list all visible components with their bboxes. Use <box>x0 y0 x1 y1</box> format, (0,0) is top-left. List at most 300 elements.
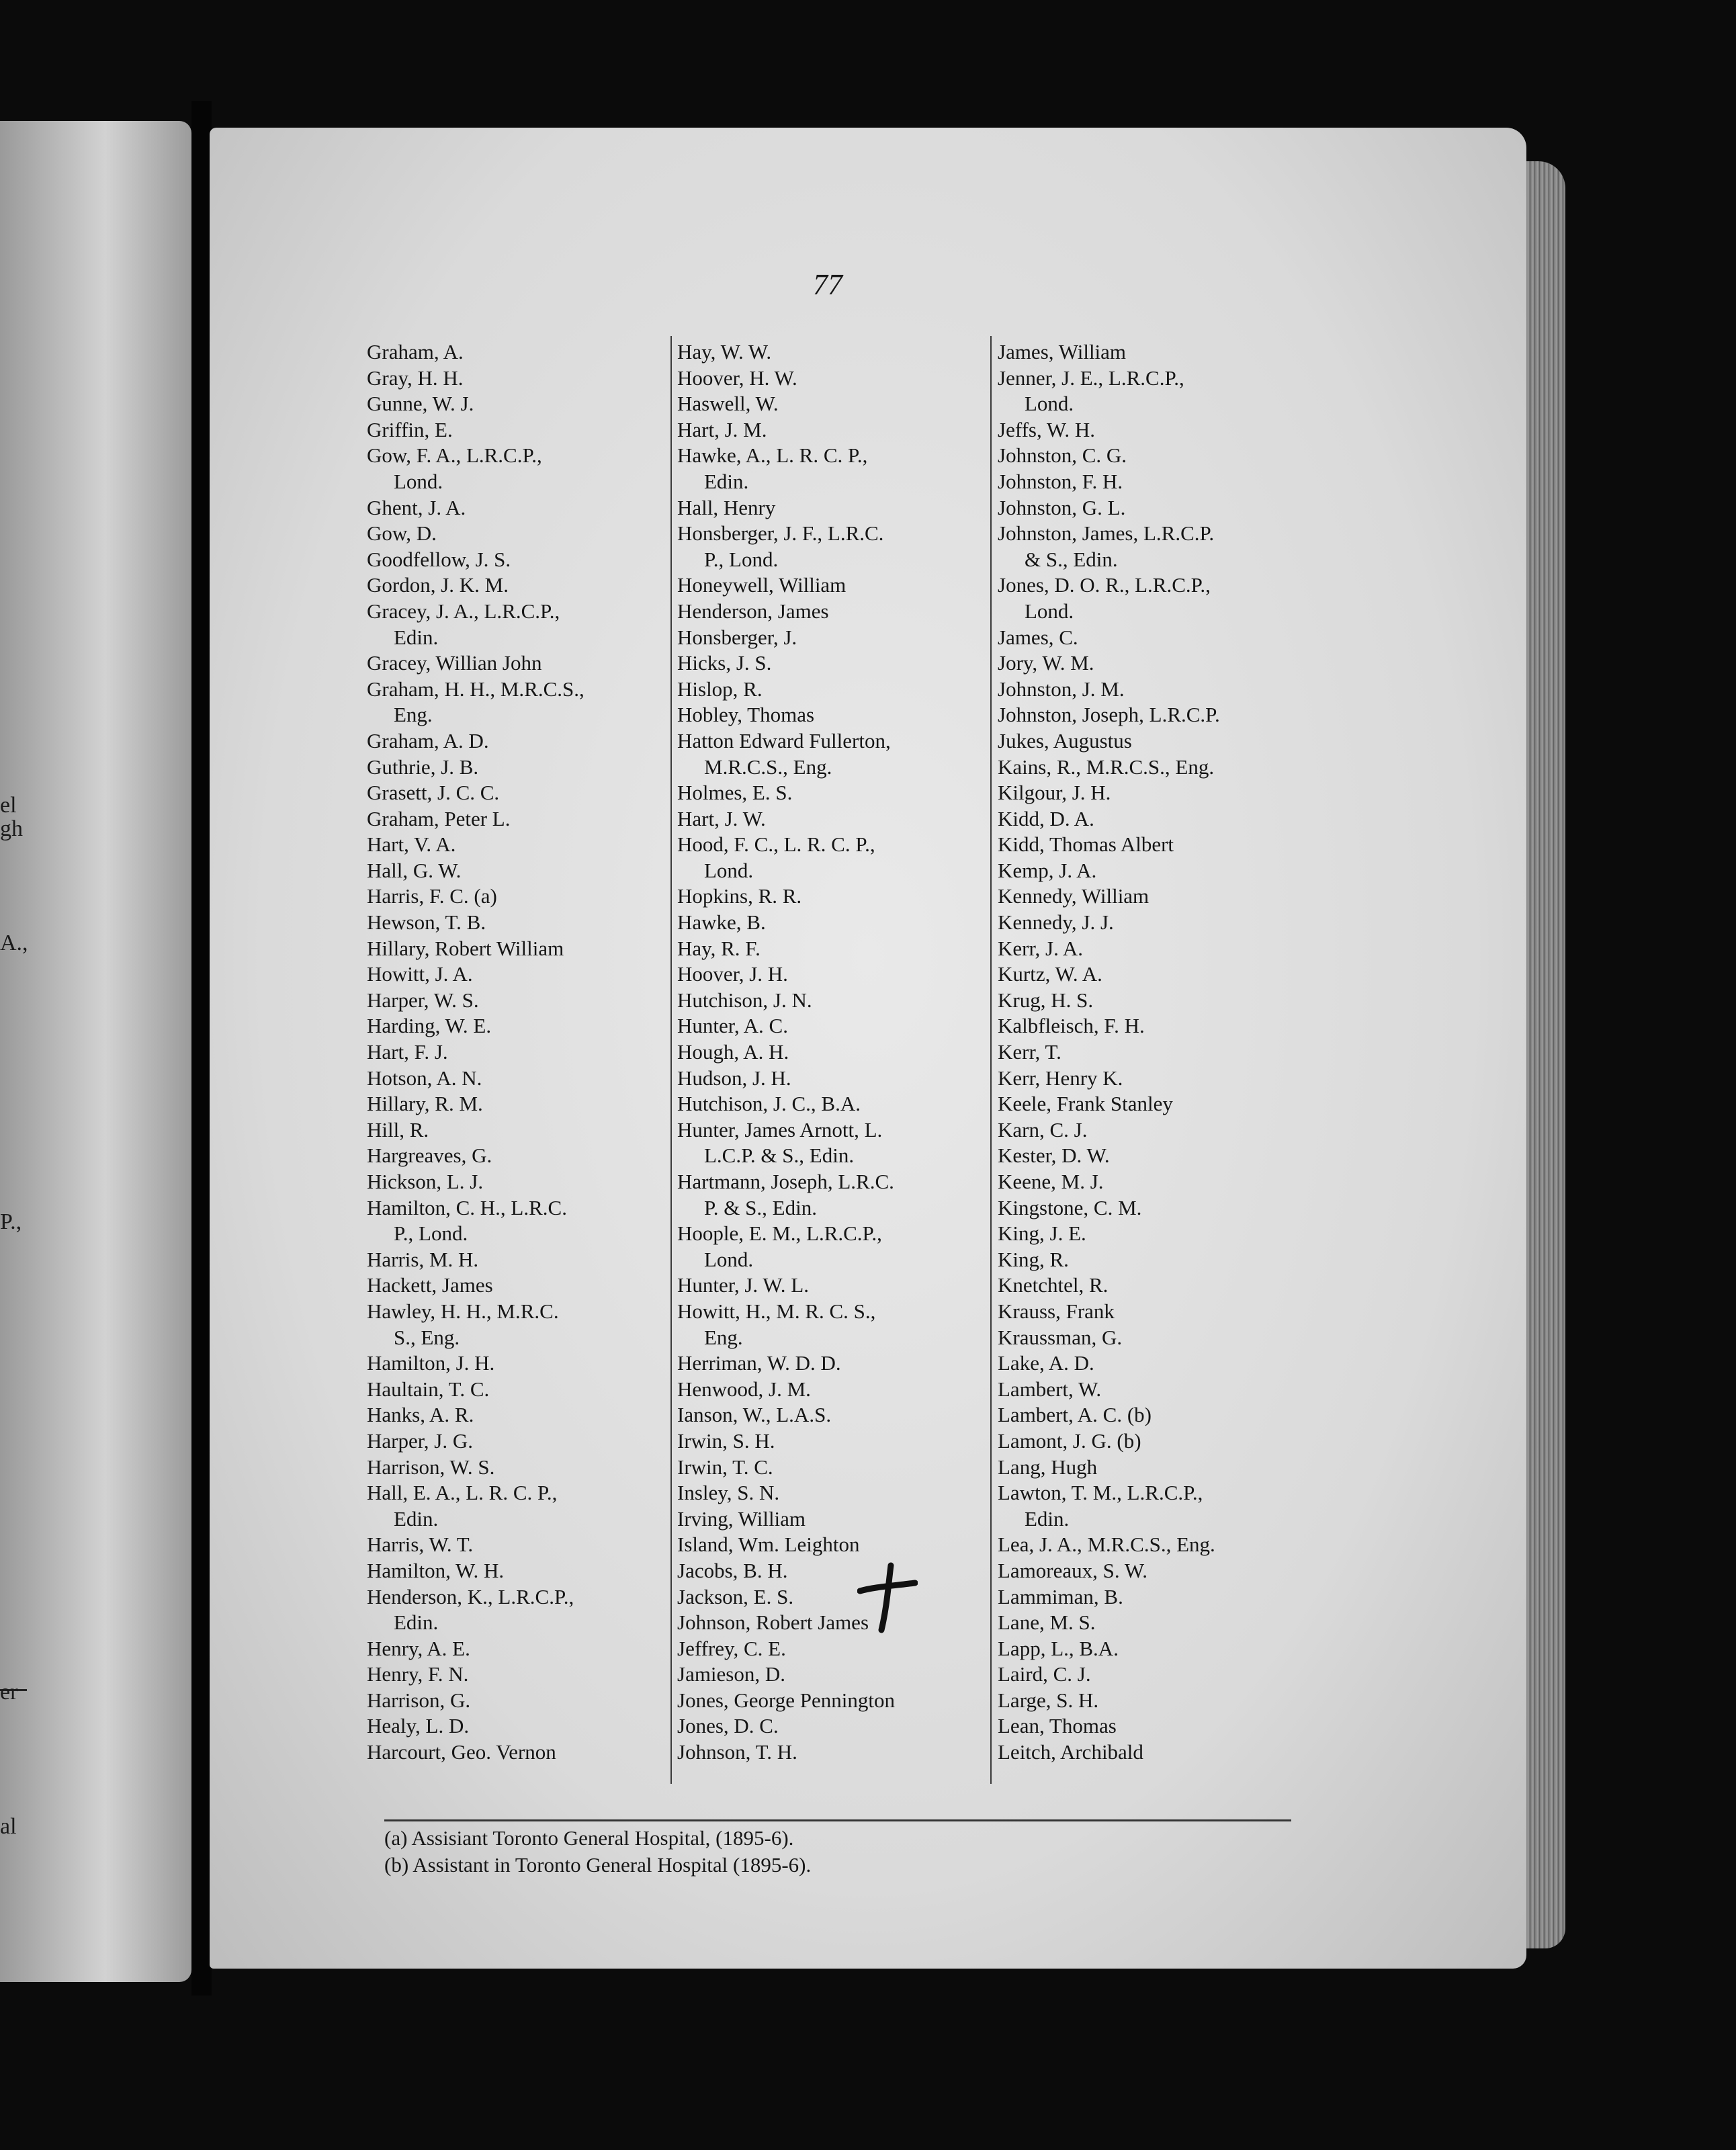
entry-name: Graham, H. H., M.R.C.S., <box>367 677 584 701</box>
entry-name: Johnston, James, L.R.C.P. <box>998 521 1215 546</box>
entry-name: Kester, D. W. <box>998 1144 1110 1168</box>
directory-entry <box>367 1739 676 1766</box>
entry-name: Hicks, J. S. <box>677 651 772 675</box>
entry-continuation: Lond. <box>1025 599 1074 623</box>
entry-name: Hudson, J. H. <box>677 1066 791 1090</box>
directory-entry <box>367 858 676 884</box>
directory-entry <box>998 521 1307 572</box>
directory-entry <box>367 1299 676 1350</box>
entry-name: Lambert, W. <box>998 1377 1102 1401</box>
directory-entry <box>677 1480 986 1506</box>
directory-entry <box>677 884 986 910</box>
entry-name: Harcourt, Geo. Vernon <box>367 1740 556 1764</box>
directory-entry <box>998 755 1307 781</box>
entry-name: Honsberger, J. F., L.R.C. <box>677 521 884 546</box>
directory-entry <box>998 1221 1307 1247</box>
entry-name: Hamilton, J. H. <box>367 1351 495 1375</box>
directory-entry <box>998 988 1307 1014</box>
directory-entry <box>367 1584 676 1636</box>
entry-name: Kerr, J. A. <box>998 936 1084 960</box>
entry-name: Johnston, G. L. <box>998 495 1126 519</box>
entry-name: Hillary, Robert William <box>367 936 564 960</box>
directory-entry <box>677 1091 986 1117</box>
directory-entry <box>998 443 1307 469</box>
entry-name: Hanks, A. R. <box>367 1403 474 1427</box>
entry-name: Hill, R. <box>367 1117 429 1142</box>
entry-name: Harris, F. C. (a) <box>367 884 497 908</box>
directory-entry <box>367 1558 676 1584</box>
entry-name: Lammiman, B. <box>998 1584 1123 1608</box>
column-divider <box>670 336 672 1784</box>
name-column-3 <box>998 339 1307 1766</box>
entry-continuation: Edin. <box>704 469 749 493</box>
directory-entry <box>677 1610 986 1636</box>
directory-entry <box>677 1584 986 1610</box>
entry-name: Karn, C. J. <box>998 1117 1088 1142</box>
entry-name: Honsberger, J. <box>677 625 797 649</box>
directory-entry <box>998 1117 1307 1144</box>
entry-name: Hay, R. F. <box>677 936 761 960</box>
entry-name: Howitt, H., M. R. C. S., <box>677 1299 876 1323</box>
entry-name: Lane, M. S. <box>998 1610 1096 1635</box>
entry-name: Kerr, Henry K. <box>998 1066 1123 1090</box>
directory-entry <box>998 1299 1307 1325</box>
entry-name: Haswell, W. <box>677 392 779 416</box>
entry-name: Ghent, J. A. <box>367 495 466 519</box>
directory-entry <box>677 625 986 651</box>
entry-continuation: P., Lond. <box>394 1221 468 1246</box>
entry-name: Keele, Frank Stanley <box>998 1092 1173 1116</box>
handwritten-cross-mark <box>857 1560 918 1634</box>
page-number: 77 <box>813 268 842 301</box>
entry-name: Hartmann, Joseph, L.R.C. <box>677 1170 894 1193</box>
directory-entry <box>998 1688 1307 1714</box>
entry-name: Krauss, Frank <box>998 1299 1115 1323</box>
directory-entry <box>677 988 986 1014</box>
entry-continuation: & S., Edin. <box>1025 547 1118 571</box>
directory-entry <box>367 1143 676 1169</box>
directory-entry <box>677 1273 986 1299</box>
entry-name: Johnston, Joseph, L.R.C.P. <box>998 703 1220 727</box>
directory-entry <box>367 1013 676 1039</box>
directory-entry <box>998 1480 1307 1532</box>
directory-entry <box>367 1428 676 1455</box>
entry-name: Lang, Hugh <box>998 1455 1098 1479</box>
name-column-1 <box>367 339 676 1766</box>
entry-name: Jory, W. M. <box>998 651 1094 675</box>
entry-continuation: Lond. <box>704 1247 754 1271</box>
entry-name: Leitch, Archibald <box>998 1740 1143 1764</box>
directory-entry <box>998 728 1307 755</box>
directory-entry <box>998 780 1307 806</box>
directory-entry <box>367 1377 676 1403</box>
entry-name: Hall, Henry <box>677 495 776 519</box>
entry-name: Hamilton, C. H., L.R.C. <box>367 1195 567 1219</box>
directory-entry <box>998 1455 1307 1481</box>
entry-name: Hamilton, W. H. <box>367 1558 505 1582</box>
directory-entry <box>998 1066 1307 1092</box>
entry-continuation: Lond. <box>394 469 443 493</box>
directory-entry <box>998 417 1307 443</box>
directory-entry <box>998 1247 1307 1273</box>
directory-entry <box>677 366 986 392</box>
entry-name: Howitt, J. A. <box>367 962 473 986</box>
entry-continuation: Eng. <box>704 1325 743 1349</box>
entry-name: King, J. E. <box>998 1221 1086 1246</box>
directory-entry <box>367 780 676 806</box>
directory-entry <box>367 961 676 988</box>
entry-continuation: Edin. <box>394 625 439 649</box>
entry-name: Graham, A. D. <box>367 728 489 752</box>
entry-name: Gray, H. H. <box>367 366 464 390</box>
directory-entry <box>998 832 1307 858</box>
entry-name: Hawke, B. <box>677 910 766 935</box>
directory-entry <box>998 1325 1307 1351</box>
directory-entry <box>367 910 676 936</box>
directory-entry <box>998 702 1307 728</box>
directory-entry <box>677 910 986 936</box>
directory-entry <box>677 1636 986 1662</box>
directory-entry <box>677 417 986 443</box>
entry-name: Hall, G. W. <box>367 858 462 882</box>
directory-entry <box>998 650 1307 677</box>
entry-name: Lake, A. D. <box>998 1351 1094 1375</box>
directory-entry <box>998 1636 1307 1662</box>
entry-name: Harrison, W. S. <box>367 1455 495 1479</box>
entry-name: Kurtz, W. A. <box>998 962 1102 986</box>
entry-name: Kingstone, C. M. <box>998 1195 1142 1219</box>
facing-page-text-fragment: P., <box>0 1209 22 1234</box>
directory-entry <box>677 1455 986 1481</box>
directory-entry <box>998 1428 1307 1455</box>
directory-entry <box>677 1713 986 1739</box>
entry-name: Harrison, G. <box>367 1688 471 1712</box>
directory-entry <box>998 1584 1307 1610</box>
directory-entry <box>998 677 1307 703</box>
entry-name: Kraussman, G. <box>998 1325 1123 1349</box>
footnote <box>384 1852 811 1879</box>
entry-continuation: Lond. <box>704 858 754 882</box>
directory-entry <box>677 832 986 884</box>
directory-entry <box>998 366 1307 417</box>
entry-name: Kerr, T. <box>998 1040 1061 1064</box>
entry-name: Jeffs, W. H. <box>998 417 1095 441</box>
entry-name: Large, S. H. <box>998 1688 1099 1712</box>
entry-name: Hoover, H. W. <box>677 366 797 390</box>
directory-entry <box>677 650 986 677</box>
entry-name: Jones, D. O. R., L.R.C.P., <box>998 573 1211 597</box>
facing-page-text-fragment: A., <box>0 931 28 955</box>
entry-name: Honeywell, William <box>677 573 847 597</box>
directory-entry <box>677 702 986 728</box>
entry-name: Jenner, J. E., L.R.C.P., <box>998 366 1184 390</box>
entry-name: Knetchtel, R. <box>998 1273 1109 1297</box>
entry-continuation: Lond. <box>1025 392 1074 416</box>
directory-entry <box>367 1169 676 1195</box>
entry-name: Jones, D. C. <box>677 1714 779 1738</box>
directory-entry <box>677 1013 986 1039</box>
directory-entry <box>677 339 986 366</box>
entry-name: King, R. <box>998 1247 1069 1271</box>
entry-name: Laird, C. J. <box>998 1662 1091 1686</box>
directory-entry <box>367 1117 676 1144</box>
entry-name: Island, Wm. Leighton <box>677 1533 860 1557</box>
entry-continuation: S., Eng. <box>394 1325 460 1349</box>
entry-name: Lawton, T. M., L.R.C.P., <box>998 1481 1203 1505</box>
entry-name: Gunne, W. J. <box>367 392 474 416</box>
entry-name: Hislop, R. <box>677 677 763 701</box>
entry-name: Ianson, W., L.A.S. <box>677 1403 832 1427</box>
directory-entry <box>998 1377 1307 1403</box>
directory-entry <box>998 1713 1307 1739</box>
directory-entry <box>998 495 1307 521</box>
entry-name: Kidd, Thomas Albert <box>998 832 1174 857</box>
directory-entry <box>677 1428 986 1455</box>
footnote-mark: (a) <box>384 1826 408 1850</box>
directory-entry <box>367 1350 676 1377</box>
directory-entry <box>677 521 986 572</box>
directory-entry <box>367 547 676 573</box>
directory-entry <box>998 1273 1307 1299</box>
entry-name: Jacobs, B. H. <box>677 1558 788 1582</box>
directory-entry <box>998 1039 1307 1066</box>
entry-name: Johnson, Robert James <box>677 1610 869 1635</box>
entry-name: Hood, F. C., L. R. C. P., <box>677 832 875 857</box>
directory-entry <box>367 1402 676 1428</box>
directory-entry <box>677 1299 986 1350</box>
directory-entry <box>998 884 1307 910</box>
entry-name: Hall, E. A., L. R. C. P., <box>367 1481 558 1505</box>
directory-entry <box>677 806 986 832</box>
directory-entry <box>998 1739 1307 1766</box>
footnote-mark: (b) <box>384 1853 409 1877</box>
entry-name: Irving, William <box>677 1506 806 1531</box>
directory-entry <box>677 391 986 417</box>
directory-entry <box>998 1169 1307 1195</box>
directory-entry <box>367 1091 676 1117</box>
entry-name: Jukes, Augustus <box>998 728 1132 752</box>
entry-name: Hart, V. A. <box>367 832 456 857</box>
entry-name: Jamieson, D. <box>677 1662 786 1686</box>
footnote-rule <box>384 1819 1291 1821</box>
directory-entry <box>998 1532 1307 1558</box>
entry-continuation: L.C.P. & S., Edin. <box>704 1144 855 1168</box>
entry-name: Lambert, A. C. (b) <box>998 1403 1152 1427</box>
entry-name: Hutchison, J. N. <box>677 988 812 1012</box>
entry-name: Henwood, J. M. <box>677 1377 811 1401</box>
directory-entry <box>998 1558 1307 1584</box>
entry-name: Insley, S. N. <box>677 1481 780 1505</box>
directory-entry <box>998 1662 1307 1688</box>
directory-entry <box>677 1662 986 1688</box>
entry-name: Kidd, D. A. <box>998 806 1094 830</box>
directory-entry <box>677 495 986 521</box>
entry-name: James, William <box>998 340 1127 363</box>
entry-name: Lapp, L., B.A. <box>998 1636 1119 1660</box>
directory-entry <box>367 1195 676 1247</box>
entry-name: Hunter, James Arnott, L. <box>677 1117 883 1142</box>
directory-entry <box>677 1066 986 1092</box>
directory-entry <box>367 339 676 366</box>
directory-entry <box>998 1610 1307 1636</box>
directory-entry <box>677 1350 986 1377</box>
directory-entry <box>367 417 676 443</box>
entry-name: Hutchison, J. C., B.A. <box>677 1092 861 1116</box>
entry-name: Lea, J. A., M.R.C.S., Eng. <box>998 1533 1215 1557</box>
facing-page-text-fragment: er <box>0 1680 18 1705</box>
entry-continuation: Eng. <box>394 703 433 727</box>
entry-name: Kains, R., M.R.C.S., Eng. <box>998 755 1215 779</box>
footnotes <box>384 1825 811 1879</box>
entry-name: Johnston, F. H. <box>998 469 1123 493</box>
directory-entry <box>998 910 1307 936</box>
directory-entry <box>367 728 676 755</box>
directory-entry <box>367 755 676 781</box>
entry-name: Grasett, J. C. C. <box>367 781 500 805</box>
entry-name: Hunter, J. W. L. <box>677 1273 809 1297</box>
entry-name: Hargreaves, G. <box>367 1144 492 1168</box>
entry-name: Hackett, James <box>367 1273 493 1297</box>
footnote-text: Assistant in Toronto General Hospital (1895-6). <box>413 1853 812 1877</box>
directory-entry <box>367 1532 676 1558</box>
directory-entry <box>677 1506 986 1533</box>
directory-entry <box>677 1739 986 1766</box>
entry-name: Graham, A. <box>367 340 464 363</box>
entry-name: Hough, A. H. <box>677 1040 789 1064</box>
directory-entry <box>367 495 676 521</box>
directory-entry <box>367 521 676 547</box>
directory-entry <box>677 677 986 703</box>
entry-name: Hatton Edward Fullerton, <box>677 728 891 752</box>
facing-page <box>0 121 191 1982</box>
directory-entry <box>677 961 986 988</box>
entry-name: Irwin, T. C. <box>677 1455 773 1479</box>
directory-entry <box>367 806 676 832</box>
entry-name: Hay, W. W. <box>677 340 772 363</box>
directory-entry <box>367 599 676 650</box>
directory-entry <box>367 572 676 599</box>
directory-entry <box>677 443 986 494</box>
directory-entry <box>677 936 986 962</box>
entry-name: Jones, George Pennington <box>677 1688 896 1712</box>
directory-entry <box>998 1195 1307 1221</box>
directory-entry <box>998 1091 1307 1117</box>
directory-entry <box>367 1662 676 1688</box>
entry-name: Hopkins, R. R. <box>677 884 802 908</box>
directory-entry <box>677 1039 986 1066</box>
directory-entry <box>367 366 676 392</box>
directory-entry <box>367 677 676 728</box>
entry-name: Hewson, T. B. <box>367 910 486 935</box>
entry-name: Irwin, S. H. <box>677 1428 775 1453</box>
directory-entry <box>367 1273 676 1299</box>
entry-name: Hart, J. W. <box>677 806 766 830</box>
entry-name: Hawke, A., L. R. C. P., <box>677 443 868 468</box>
directory-entry <box>367 1039 676 1066</box>
directory-entry <box>998 625 1307 651</box>
directory-entry <box>367 1066 676 1092</box>
directory-entry <box>367 1247 676 1273</box>
facing-page-text-fragment: gh <box>0 816 23 841</box>
entry-name: Henry, F. N. <box>367 1662 469 1686</box>
directory-entry <box>367 884 676 910</box>
directory-entry <box>998 936 1307 962</box>
entry-name: Krug, H. S. <box>998 988 1094 1012</box>
entry-name: Jeffrey, C. E. <box>677 1636 786 1660</box>
entry-name: Gordon, J. K. M. <box>367 573 509 597</box>
directory-entry <box>677 728 986 780</box>
entry-name: Goodfellow, J. S. <box>367 547 511 571</box>
directory-entry <box>998 572 1307 624</box>
entry-name: Hobley, Thomas <box>677 703 815 727</box>
entry-name: Johnston, C. G. <box>998 443 1127 468</box>
entry-name: Henderson, K., L.R.C.P., <box>367 1584 574 1608</box>
entry-name: Hoover, J. H. <box>677 962 788 986</box>
directory-entry <box>998 339 1307 366</box>
entry-name: Holmes, E. S. <box>677 781 793 805</box>
entry-continuation: M.R.C.S., Eng. <box>704 755 832 779</box>
entry-name: Healy, L. D. <box>367 1714 470 1738</box>
entry-name: Kalbfleisch, F. H. <box>998 1014 1145 1038</box>
directory-entry <box>367 1688 676 1714</box>
directory-entry <box>367 391 676 417</box>
entry-name: Henderson, James <box>677 599 829 623</box>
entry-name: Harris, W. T. <box>367 1533 474 1557</box>
entry-name: Harding, W. E. <box>367 1014 492 1038</box>
entry-continuation: Edin. <box>1025 1506 1070 1531</box>
directory-entry <box>367 936 676 962</box>
directory-entry <box>677 1169 986 1221</box>
entry-continuation: P. & S., Edin. <box>704 1195 817 1219</box>
directory-entry <box>367 1636 676 1662</box>
directory-entry <box>367 832 676 858</box>
directory-entry <box>998 1143 1307 1169</box>
entry-name: Kemp, J. A. <box>998 858 1097 882</box>
entry-continuation: Edin. <box>394 1610 439 1635</box>
entry-name: James, C. <box>998 625 1078 649</box>
entry-continuation: Edin. <box>394 1506 439 1531</box>
name-column-2 <box>677 339 986 1766</box>
footnote <box>384 1825 811 1852</box>
entry-name: Hunter, A. C. <box>677 1014 788 1038</box>
entry-name: Kilgour, J. H. <box>998 781 1111 805</box>
entry-name: Griffin, E. <box>367 417 453 441</box>
directory-entry <box>677 1558 986 1584</box>
entry-name: Hart, J. M. <box>677 417 767 441</box>
directory-entry <box>367 1480 676 1532</box>
entry-name: Haultain, T. C. <box>367 1377 490 1401</box>
entry-name: Harper, J. G. <box>367 1428 474 1453</box>
entry-name: Harper, W. S. <box>367 988 479 1012</box>
directory-entry <box>677 1117 986 1169</box>
facing-page-text-fragment: el <box>0 793 17 818</box>
entry-name: Kennedy, J. J. <box>998 910 1114 935</box>
entry-name: Hotson, A. N. <box>367 1066 482 1090</box>
entry-name: Gow, D. <box>367 521 437 546</box>
directory-entry <box>998 961 1307 988</box>
directory-entry <box>367 1455 676 1481</box>
entry-name: Lean, Thomas <box>998 1714 1117 1738</box>
book-gutter <box>191 101 212 1995</box>
entry-continuation: P., Lond. <box>704 547 779 571</box>
entry-name: Hillary, R. M. <box>367 1092 483 1116</box>
directory-entry <box>677 1532 986 1558</box>
column-divider <box>990 336 992 1784</box>
directory-entry <box>998 1402 1307 1428</box>
entry-name: Hickson, L. J. <box>367 1170 484 1193</box>
entry-name: Graham, Peter L. <box>367 806 511 830</box>
directory-entry <box>367 650 676 677</box>
